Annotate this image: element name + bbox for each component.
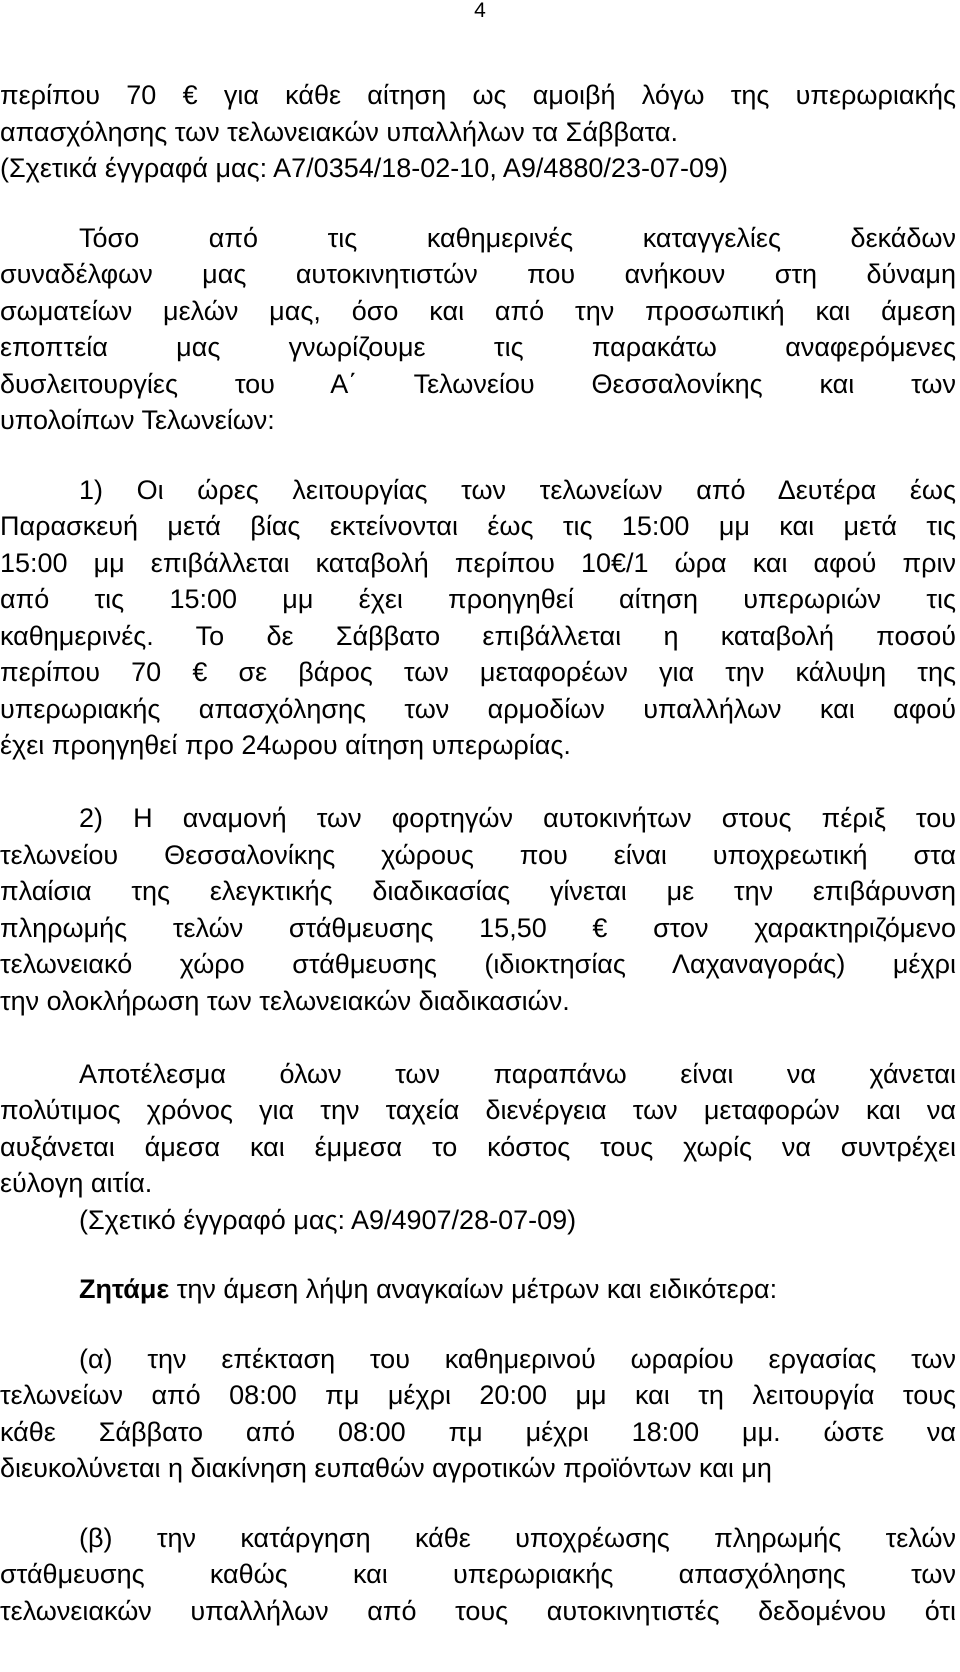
intro-line-1: περίπου 70 € για κάθε αίτηση ως αμοιβή λόγω της υπερωριακής xyxy=(0,80,956,110)
p1-line-4: εποπτεία μας γνωρίζουμε τις παρακάτω αναφερόμενες xyxy=(0,332,956,362)
demand-bold-word: Ζητάμε xyxy=(79,1274,170,1304)
document-body xyxy=(0,77,956,1629)
demand-a-line-4: διευκολύνεται η διακίνηση ευπαθών αγροτικών προϊόντων και μη xyxy=(0,1453,772,1483)
result-line-4: εύλογη αιτία. xyxy=(0,1168,153,1198)
demand-b-line-3: τελωνειακών υπαλλήλων από τους αυτοκινητιστές δεδομένου ότι xyxy=(0,1595,956,1626)
item1-line-7: υπερωριακής απασχόλησης των αρμοδίων υπαλλήλων και αφού xyxy=(0,693,956,724)
item1-line-2: Παρασκευή μετά βίας εκτείνονται έως τις 15:00 μμ και μετά τις xyxy=(0,511,956,541)
demand-a-line-3: κάθε Σάββατο από 08:00 πμ μέχρι 18:00 μμ. ώστε να xyxy=(0,1416,956,1447)
item1-line-1: 1) Οι ώρες λειτουργίας των τελωνείων από Δευτέρα έως xyxy=(79,474,956,505)
intro-line-3: (Σχετικά έγγραφά μας: Α7/0354/18-02-10, Α9/4880/23-07-09) xyxy=(0,153,728,183)
demand-a-line-2: τελωνείων από 08:00 πμ μέχρι 20:00 μμ και τη λειτουργία τους xyxy=(0,1380,956,1410)
item1-line-8: έχει προηγηθεί προ 24ωρου αίτηση υπερωρίας. xyxy=(0,730,571,760)
result-line-2: πολύτιμος χρόνος για την ταχεία διενέργεια των μεταφορών και να xyxy=(0,1095,956,1125)
reference-line: (Σχετικό έγγραφό μας: Α9/4907/28-07-09) xyxy=(79,1204,577,1235)
item1-line-6: περίπου 70 € σε βάρος των μεταφορέων για την κάλυψη της xyxy=(0,657,956,687)
p1-line-5: δυσλειτουργίες του Α΄ Τελωνείου Θεσσαλονίκης και των xyxy=(0,368,956,399)
item2-line-5: τελωνειακό χώρο στάθμευσης (ιδιοκτησίας Λαχαναγοράς) μέχρι xyxy=(0,949,956,979)
intro-line-2: απασχόλησης των τελωνειακών υπαλλήλων τα Σάββατα. xyxy=(0,116,678,147)
item1-line-3: 15:00 μμ επιβάλλεται καταβολή περίπου 10€/1 ώρα και αφού πριν xyxy=(0,547,956,578)
item1-line-5: καθημερινές. Το δε Σάββατο επιβάλλεται η καταβολή ποσού xyxy=(0,620,956,651)
item2-line-3: πλαίσια της ελεγκτικής διαδικασίας γίνεται με την επιβάρυνση xyxy=(0,876,956,906)
p1-line-1: Τόσο από τις καθημερινές καταγγελίες δεκάδων xyxy=(79,222,956,253)
item2-line-6: την ολοκλήρωση των τελωνειακών διαδικασιών. xyxy=(0,985,570,1016)
demand-b-line-2: στάθμευσης καθώς και υπερωριακής απασχόλησης των xyxy=(0,1559,956,1589)
demand-b-line-1: (β) την κατάργηση κάθε υποχρέωσης πληρωμής τελών xyxy=(79,1522,956,1553)
demand-rest-text: την άμεση λήψη αναγκαίων μέτρων και ειδικότερα: xyxy=(169,1274,778,1304)
item2-line-1: 2) Η αναμονή των φορτηγών αυτοκινήτων στους πέριξ του xyxy=(79,803,956,833)
demand-a-line-1: (α) την επέκταση του καθημερινού ωραρίου εργασίας των xyxy=(79,1343,956,1374)
result-line-3: αυξάνεται άμεσα και έμμεσα το κόστος τους χωρίς να συντρέχει xyxy=(0,1131,956,1162)
item2-line-4: πληρωμής τελών στάθμευσης 15,50 € στον χαρακτηριζόμενο xyxy=(0,912,956,943)
demand-line xyxy=(0,1271,956,1308)
p1-line-3: σωματείων μελών μας, όσο και από την προσωπική και άμεση xyxy=(0,295,956,326)
result-line-1: Αποτέλεσμα όλων των παραπάνω είναι να χάνεται xyxy=(79,1058,956,1089)
item2-line-2: τελωνείου Θεσσαλονίκης χώρους που είναι υποχρεωτική στα xyxy=(0,839,956,870)
item1-line-4: από τις 15:00 μμ έχει προηγηθεί αίτηση υπερωριών τις xyxy=(0,584,956,614)
page-number: 4 xyxy=(474,0,486,22)
p1-line-6: υπολοίπων Τελωνείων: xyxy=(0,405,275,435)
p1-line-2: συναδέλφων μας αυτοκινητιστών που ανήκουν στη δύναμη xyxy=(0,259,956,289)
